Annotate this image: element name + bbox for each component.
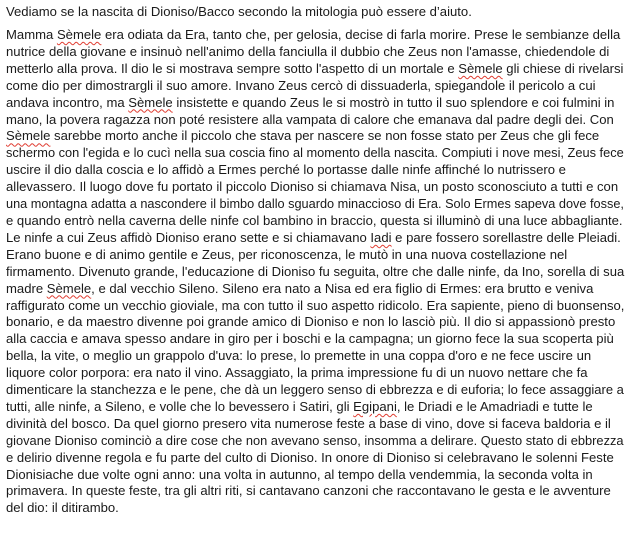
text-line (6, 196, 624, 213)
text-line (6, 281, 624, 298)
text-run: e delirio divenne regola e fu parte del culto di Dioniso. In onore di Dioniso si celebravano le solenni Feste (6, 449, 614, 465)
text-run: tutti, alle ninfe, a Sileno, e volle che lo bevessero i Satiri, gli (6, 398, 354, 414)
text-run: e pare fossero sorellastre delle Pleiadi. (391, 229, 621, 245)
spellcheck-flagged-word: Egipani (353, 398, 397, 414)
text-line (6, 44, 624, 61)
text-run: del dio: il ditirambo. (6, 500, 119, 516)
text-line (6, 382, 624, 399)
text-run: metterlo alla prova. Il dio le si mostrava sempre sotto l'aspetto di un mortale e (6, 60, 459, 76)
text-run: sarebbe morto anche il piccolo che stava per nascere se non fosse stato per Zeus che gli fece (50, 128, 600, 144)
text-line (6, 230, 624, 247)
text-run: alla caccia e amava spesso andare in giro per i boschi e la campagna; un giorno fece la sua scoperta più (6, 331, 614, 347)
text-run: firmamento. Divenuto grande, l'educazione di Dioniso fu seguita, oltre che dalle ninfe, da Ino, sorella di sua (6, 263, 625, 279)
text-run: una montagna adatta a nascondere il bimbo dallo sguardo minaccioso di Era. Solo Ermes sapeva dove fosse, (6, 196, 624, 212)
text-line (6, 247, 624, 264)
document-heading: Vediamo se la nascita di Dioniso/Bacco secondo la mitologia può essere d’aiuto. (6, 4, 472, 19)
text-run: bella, la vite, o meglio un grappolo d'uva: lo prese, lo premette in una coppa d'oro e ne fece uscire un (6, 348, 592, 364)
text-run: Erano buone e di animo gentile e Zeus, per riconoscenza, le mutò in una nuova costellazione nel (6, 246, 568, 262)
text-run: giovane Dioniso cominciò a dire cose che non avevano senso, insomma a delirare. Questo stato di ebbrezza (6, 432, 624, 448)
text-run: Le ninfe a cui Zeus affidò Dioniso erano sette e si chiamavano (6, 229, 371, 245)
text-run: liquore color porpora: era nato il vino. Assaggiato, la prima impressione fu di un nuovo nettare che fa (6, 365, 588, 381)
text-line (6, 450, 624, 467)
text-line (6, 500, 624, 517)
document-body (6, 27, 624, 517)
text-run: come dio per dimostrargli il suo amore. Invano Zeus cercò di dissuaderla, spiegandole il pericolo a cui (6, 77, 596, 93)
text-run: mano, la povera ragazza non poté resistere alla vampata di calore che emanava dal padre degli dei. Con (6, 111, 614, 127)
spellcheck-flagged-word: Sèmele (56, 27, 102, 42)
text-run: gli chiese di rivelarsi (502, 60, 624, 76)
text-run: dimenticare la stanchezza e le pene, che dà un leggero senso di ebbrezza e di euforia; lo fece assaggiare a (6, 382, 624, 398)
text-run: allevassero. Il luogo dove fu portato il piccolo Dioniso si chiamava Nisa, un posto sconosciuto a tutti e con (6, 179, 619, 195)
text-line (6, 145, 624, 162)
text-run: , e dal vecchio Sileno. Sileno era nato a Nisa ed era figlio di Ermes: era brutto e veniva (91, 280, 594, 296)
text-run: madre (6, 280, 47, 296)
text-line (6, 162, 624, 179)
text-line (6, 264, 624, 281)
text-run: schermo con l'egida e lo cucì nella sua coscia fino al momento della nascita. Compiuti i nove mesi, Zeus fece (6, 145, 624, 161)
text-run: nutrice della giovane e insinuò nell'animo della fanciulla il dubbio che Zeus non l'amasse, chiedendole di (6, 43, 610, 59)
spellcheck-flagged-word: Iadi (370, 229, 392, 245)
spellcheck-flagged-word: Sèmele (6, 128, 51, 144)
text-line (6, 27, 624, 44)
text-run: e quando entrò nella caverna delle ninfe col bambino in braccio, questa si illuminò di una luce abbagliante. (6, 212, 623, 228)
text-run: uscire il dio dalla coscia e lo affidò a Ermes perché lo portasse dalle ninfe affinché lo nutrissero e (6, 162, 566, 178)
text-run: Dionisiache due volte ogni anno: una volta in autunno, al tempo della vendemmia, la seconda volta in (6, 466, 593, 482)
text-line (6, 416, 624, 433)
text-line (6, 399, 624, 416)
spellcheck-flagged-word: Sèmele (46, 280, 92, 296)
text-line (6, 61, 624, 78)
text-run: era odiata da Era, tanto che, per gelosia, decise di farla morire. Prese le sembianze della (101, 27, 621, 42)
text-line (6, 112, 624, 129)
text-line (6, 179, 624, 196)
text-line (6, 128, 624, 145)
text-line (6, 365, 624, 382)
text-line (6, 348, 624, 365)
text-run: andava incontro, ma (6, 94, 129, 110)
text-run: , le Driadi e le Amadriadi e tutte le (396, 398, 593, 414)
spellcheck-flagged-word: Sèmele (128, 94, 173, 110)
spellcheck-flagged-word: Sèmele (458, 60, 503, 76)
text-line (6, 298, 624, 315)
text-line (6, 213, 624, 230)
text-run: primavera. In queste feste, tra gli altri riti, si cantavano canzoni che raccontavano le gesta e le avventure (6, 483, 611, 499)
text-line (6, 483, 624, 500)
text-run: divinità del bosco. Da quel giorno presero vita numerose feste a base di vino, dove si faceva baldoria e il (6, 415, 611, 431)
text-run: bonario, e da maestro divenne poi grande amico di Dioniso e non lo lasciò più. Il dio si appassionò presto (6, 314, 616, 330)
text-line (6, 433, 624, 450)
text-line (6, 78, 624, 95)
text-line (6, 331, 624, 348)
text-run: raffigurato come un vecchio gioviale, ma con tutto il suo aspetto ridicolo. Era sapiente, pieno di buonsenso, (6, 297, 625, 313)
text-line (6, 314, 624, 331)
text-run: insistette e quando Zeus le si mostrò in tutto il suo splendore e coi fulmini in (172, 94, 615, 110)
text-line (6, 95, 624, 112)
text-line (6, 467, 624, 484)
text-run: Mamma (6, 27, 57, 42)
